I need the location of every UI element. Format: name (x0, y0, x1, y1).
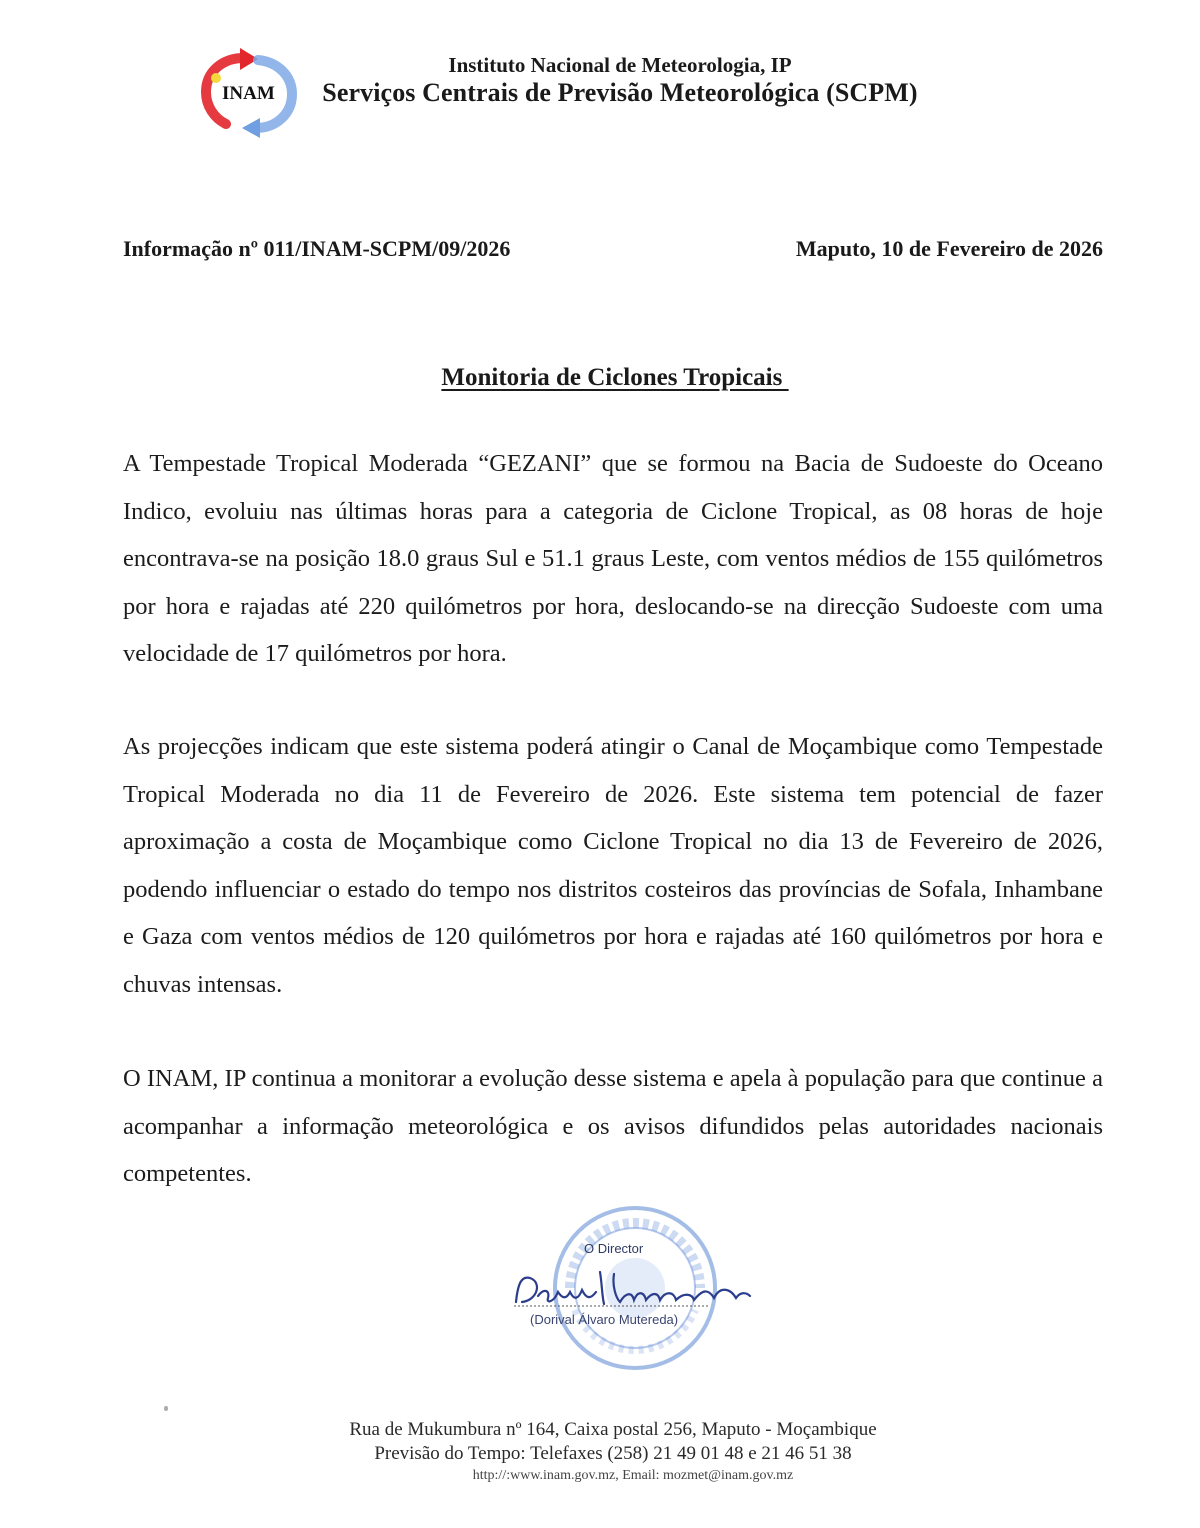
signature-block (500, 1200, 770, 1385)
scan-speck (164, 1406, 168, 1411)
footer-web-email: http://:www.inam.gov.mz, Email: mozmet@inam.gov.mz (472, 1468, 794, 1483)
signature-scrawl-icon (508, 1262, 758, 1312)
signatory-name: (Dorival Álvaro Mutereda) (530, 1312, 679, 1327)
department-name: Serviços Centrais de Previsão Meteorológica (SCPM) (322, 78, 918, 107)
inam-logo-icon (200, 48, 298, 138)
footer (0, 1418, 1200, 1486)
organization-name: Instituto Nacional de Meteorologia, IP (448, 53, 792, 77)
document-title: Monitoria de Ciclones Tropicais (441, 364, 789, 391)
reference-line (123, 236, 1103, 262)
letterhead (200, 48, 940, 138)
paragraph-advisory: O INAM, IP continua a monitorar a evolução desse sistema e apela à população para que continue a acompanhar a informação meteorológica e os avisos difundidos pelas autoridades nacionais competentes. (123, 1065, 1103, 1187)
footer-address: Rua de Mukumbura nº 164, Caixa postal 256, Maputo - Moçambique (349, 1419, 877, 1440)
inam-logo (200, 48, 298, 138)
place-date: Maputo, 10 de Fevereiro de 2026 (795, 236, 1103, 261)
signatory-role: O Director (584, 1241, 644, 1256)
paragraph-cyclone-status: A Tempestade Tropical Moderada “GEZANI” que se formou na Bacia de Sudoeste do Oceano Indico, evoluiu nas últimas horas para a categoria de Ciclone Tropical, as 08 horas de hoje encontrava-se na posição 18.0 graus Sul e 51.1 graus Leste, com ventos médios de 155 quilómetros por hora e rajadas até 220 quilómetros por hora, deslocando-se na direcção Sudoeste com uma velocidade de 17 quilómetros por hora. (123, 450, 1103, 667)
logo-text: INAM (222, 83, 275, 104)
handwritten-signature (508, 1262, 758, 1312)
paragraph-projections: As projecções indicam que este sistema poderá atingir o Canal de Moçambique como Tempestade Tropical Moderada no dia 11 de Fevereiro de 2026. Este sistema tem potencial de fazer aproximação a costa de Moçambique como Ciclone Tropical no dia 13 de Fevereiro de 2026, podendo influenciar o estado do tempo nos distritos costeiros das províncias de Sofala, Inhambane e Gaza com ventos médios de 120 quilómetros por hora e rajadas até 160 quilómetros por hora e chuvas intensas. (123, 733, 1103, 998)
reference-number: Informação nº 011/INAM-SCPM/09/2026 (123, 236, 511, 261)
footer-phones: Previsão do Tempo: Telefaxes (258) 21 49 01 48 e 21 46 51 38 (374, 1443, 852, 1464)
